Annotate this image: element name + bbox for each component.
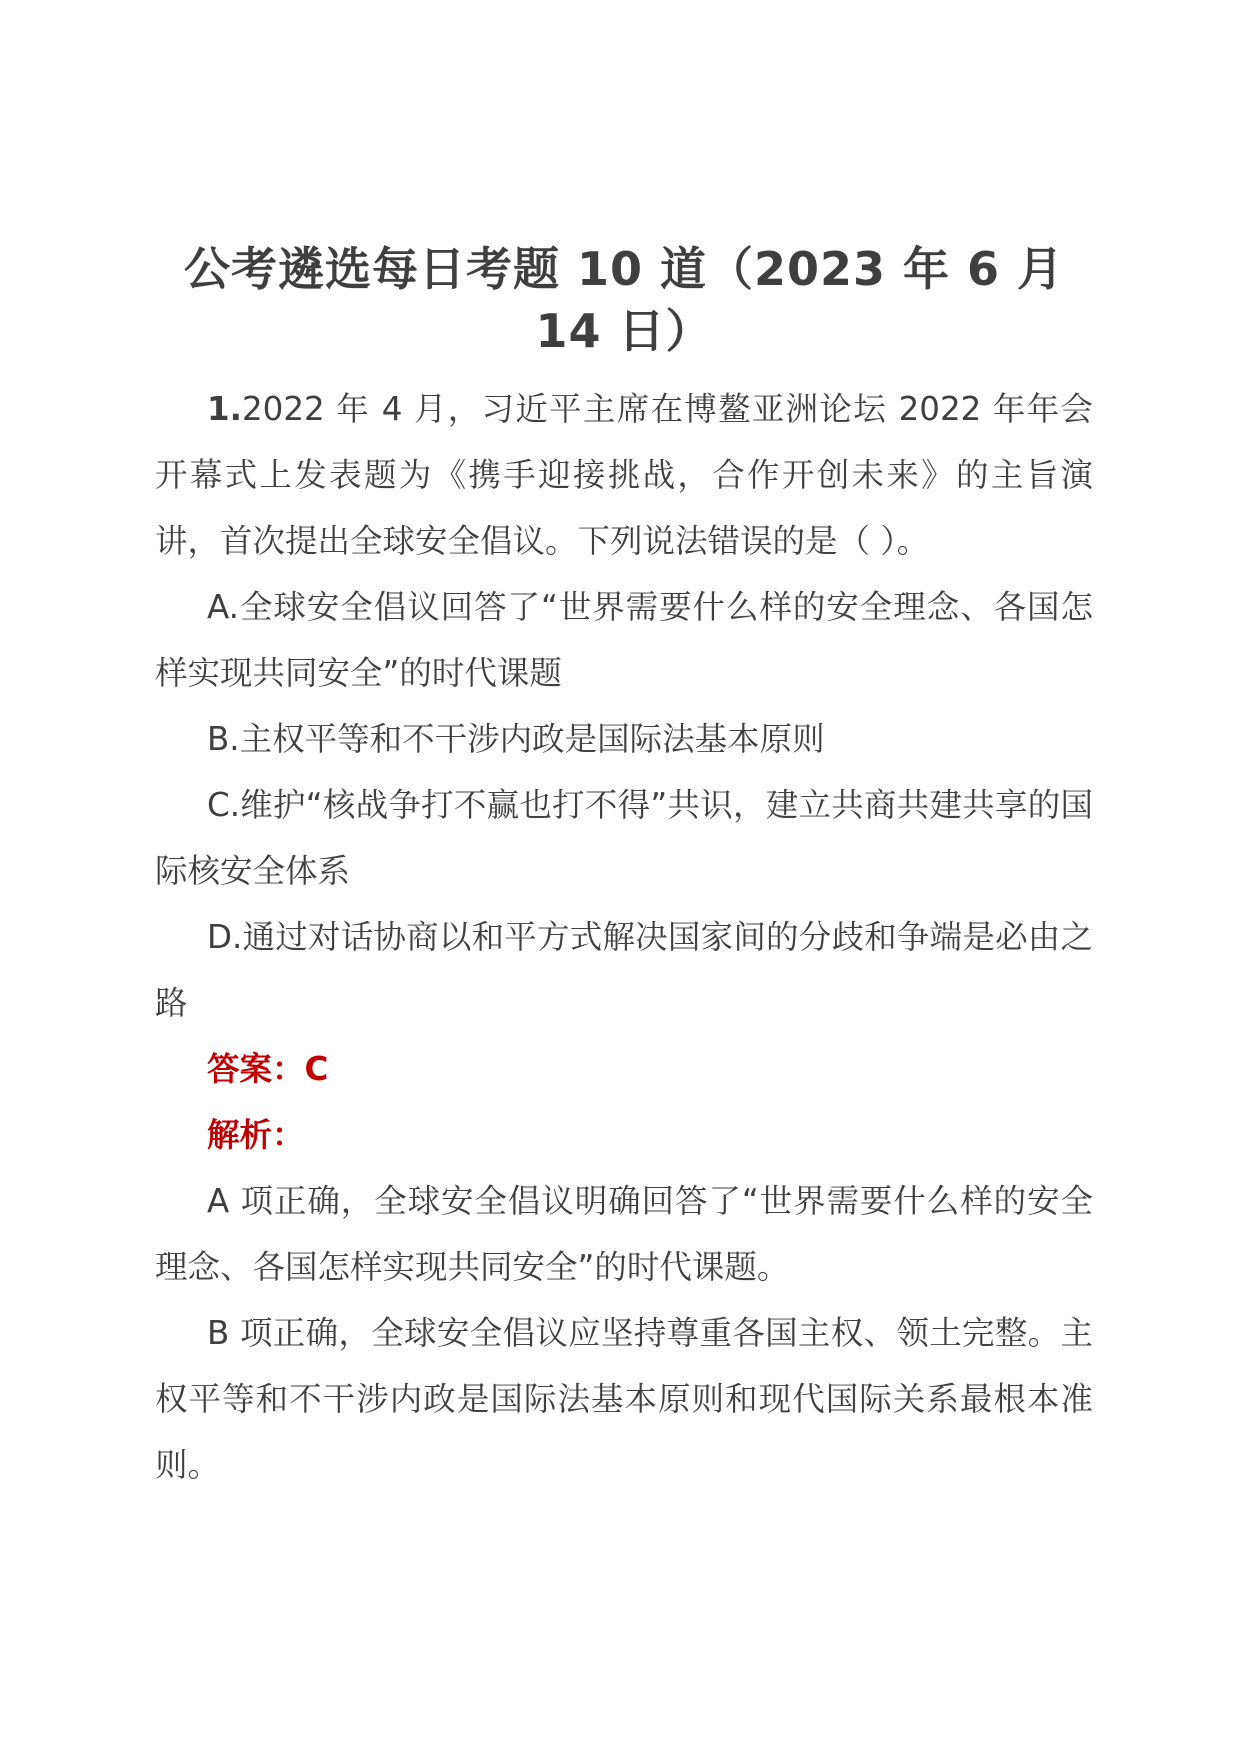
answer-value: C [304,1050,329,1088]
option-a: A.全球安全倡议回答了“世界需要什么样的安全理念、各国怎样实现共同安全”的时代课题 [155,588,1093,692]
option-b: B.主权平等和不干涉内政是国际法基本原则 [207,720,825,758]
answer-label: 答案： [207,1050,305,1088]
document-title: 公考遴选每日考题 10 道（2023 年 6 月 14 日） [183,242,1065,358]
analysis-a: A 项正确，全球安全倡议明确回答了“世界需要什么样的安全理念、各国怎样实现共同安全”的时代课题。 [155,1182,1093,1286]
analysis-line [155,1102,1093,1168]
option-c: C.维护“核战争打不赢也打不得”共识，建立共商共建共享的国际核安全体系 [155,786,1093,890]
document-page [155,238,1093,1498]
analysis-label: 解析： [207,1116,305,1154]
question-stem [155,376,1093,574]
question-stem-text: 2022 年 4 月，习近平主席在博鳌亚洲论坛 2022 年年会开幕式上发表题为《携手迎接挑战，合作开创未来》的主旨演讲，首次提出全球安全倡议。下列说法错误的是（ ）。 [155,390,1093,560]
option-d: D.通过对话协商以和平方式解决国家间的分歧和争端是必由之路 [155,918,1093,1022]
answer-line [155,1036,1093,1102]
question-number: 1. [207,390,242,428]
analysis-b: B 项正确，全球安全倡议应坚持尊重各国主权、领土完整。主权平等和不干涉内政是国际法基本原则和现代国际关系最根本准则。 [155,1314,1093,1484]
